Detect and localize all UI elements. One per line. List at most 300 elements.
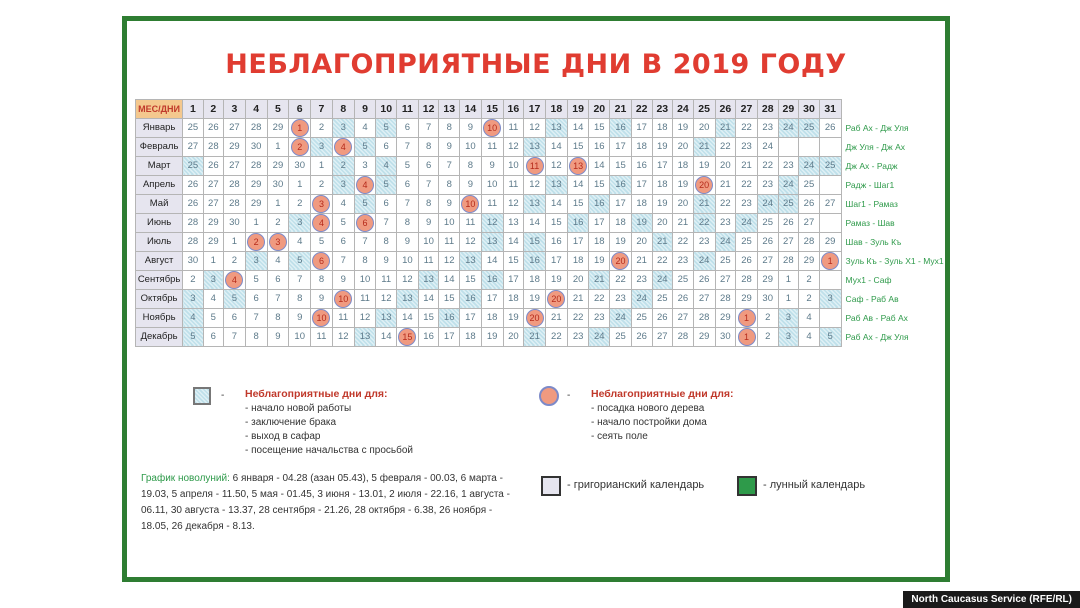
day-cell: 12 — [376, 289, 397, 308]
day-cell: 23 — [610, 289, 632, 308]
day-cell: 4 — [354, 118, 376, 137]
day-circle: 20 — [526, 309, 544, 327]
day-cell: 3 — [354, 156, 376, 175]
circled-day-cell — [289, 118, 311, 137]
day-cell: 25 — [610, 327, 632, 346]
day-cell: 6 — [224, 308, 246, 327]
day-cell: 11 — [503, 175, 524, 194]
day-cell: 29 — [245, 194, 267, 213]
day-cell — [819, 308, 841, 327]
day-header: 7 — [311, 100, 333, 119]
day-cell: 10 — [460, 137, 482, 156]
hatched-day-cell: 13 — [524, 137, 546, 156]
day-cell: 17 — [631, 175, 652, 194]
day-cell: 27 — [652, 327, 673, 346]
day-cell: 19 — [652, 137, 673, 156]
day-header: 12 — [418, 100, 439, 119]
day-circle: 1 — [738, 328, 756, 346]
month-name: Март — [136, 156, 183, 175]
day-cell: 27 — [715, 270, 736, 289]
hatched-day-cell: 21 — [589, 270, 610, 289]
day-header: 5 — [267, 100, 289, 119]
day-cell: 6 — [397, 118, 419, 137]
day-cell: 7 — [354, 232, 376, 251]
day-cell: 20 — [503, 327, 524, 346]
day-cell: 21 — [673, 213, 694, 232]
day-cell: 22 — [715, 194, 736, 213]
month-name: Август — [136, 251, 183, 270]
month-name: Декабрь — [136, 327, 183, 346]
new-moon-schedule — [141, 471, 511, 535]
calendar-poster — [122, 16, 950, 582]
hatched-day-cell: 13 — [545, 175, 567, 194]
circled-day-cell — [524, 308, 546, 327]
day-cell: 1 — [311, 156, 333, 175]
day-cell: 4 — [289, 232, 311, 251]
day-cell: 7 — [289, 270, 311, 289]
day-cell: 2 — [799, 289, 820, 308]
day-cell: 26 — [631, 327, 652, 346]
month-row — [136, 308, 945, 327]
day-cell: 11 — [439, 232, 460, 251]
day-cell: 14 — [418, 289, 439, 308]
day-cell: 29 — [267, 156, 289, 175]
hatched-day-cell: 24 — [799, 156, 820, 175]
day-cell: 7 — [397, 194, 419, 213]
day-cell: 7 — [418, 118, 439, 137]
day-header: 1 — [183, 100, 203, 119]
day-cell: 26 — [819, 118, 841, 137]
day-cell: 9 — [289, 308, 311, 327]
day-cell: 11 — [481, 194, 503, 213]
day-cell: 8 — [418, 137, 439, 156]
day-cell: 28 — [203, 137, 223, 156]
hatched-day-cell: 13 — [481, 232, 503, 251]
circled-day-cell — [289, 137, 311, 156]
day-cell: 22 — [567, 308, 589, 327]
circled-day-cell — [567, 156, 589, 175]
hatched-day-cell: 19 — [631, 213, 652, 232]
hatched-day-cell: 13 — [460, 251, 482, 270]
poster-title: НЕБЛАГОПРИЯТНЫЕ ДНИ В 2019 ГОДУ — [225, 49, 847, 80]
day-cell: 8 — [289, 289, 311, 308]
day-cell: 17 — [481, 289, 503, 308]
day-cell: 19 — [481, 327, 503, 346]
day-cell: 2 — [757, 308, 778, 327]
new-moon-text: 6 января - 04.28 (азан 05.43), 5 февраля - 00.03, 6 марта - 19.03, 5 апреля - 11.50, 5 мая - 01.45, 3 июня - 13.01, 2 июля - 22.16, 1 августа - 06.11, 30 августа - 13.37, 28 сентября - 21.26, 28 октября - 6.38, 26 ноября - 18.05, 26 декабря - 8.13. — [141, 473, 510, 532]
month-name: Май — [136, 194, 183, 213]
day-cell: 28 — [183, 232, 203, 251]
hatched-day-cell: 3 — [332, 118, 354, 137]
day-cell: 28 — [778, 251, 799, 270]
day-cell: 19 — [589, 251, 610, 270]
hatched-day-cell: 13 — [418, 270, 439, 289]
legend-hatched-list — [245, 403, 413, 456]
hatched-day-cell: 22 — [693, 213, 715, 232]
hatched-day-cell: 5 — [376, 118, 397, 137]
day-cell: 6 — [332, 232, 354, 251]
day-cell: 18 — [673, 156, 694, 175]
hatched-day-cell: 5 — [376, 175, 397, 194]
day-cell: 23 — [736, 137, 758, 156]
hatched-day-cell: 2 — [332, 156, 354, 175]
circled-day-cell — [267, 232, 289, 251]
day-header: 17 — [524, 100, 546, 119]
hatched-square-swatch — [193, 387, 211, 405]
day-circle: 20 — [547, 290, 565, 308]
day-cell — [778, 137, 799, 156]
day-cell: 26 — [183, 194, 203, 213]
lunar-month-label: Шаг1 - Рамаз — [845, 198, 898, 209]
circled-day-cell — [693, 175, 715, 194]
month-row — [136, 327, 945, 346]
legend-item: - начало новой работы — [245, 403, 352, 414]
day-cell: 28 — [736, 270, 758, 289]
day-cell: 25 — [736, 232, 758, 251]
legend-item: - заключение брака — [245, 417, 337, 428]
day-cell: 19 — [673, 118, 694, 137]
day-cell: 12 — [332, 327, 354, 346]
hatched-day-cell: 13 — [376, 308, 397, 327]
day-cell: 22 — [715, 137, 736, 156]
day-cell: 6 — [418, 156, 439, 175]
day-cell: 19 — [610, 232, 632, 251]
day-cell: 22 — [736, 118, 758, 137]
day-cell: 23 — [757, 118, 778, 137]
day-header: 4 — [245, 100, 267, 119]
month-row — [136, 156, 945, 175]
day-cell: 30 — [224, 213, 246, 232]
day-cell: 12 — [503, 137, 524, 156]
calendar-table — [135, 99, 945, 347]
hatched-day-cell: 25 — [799, 118, 820, 137]
hatched-day-cell: 24 — [693, 251, 715, 270]
hatched-day-cell: 24 — [757, 194, 778, 213]
day-cell: 23 — [631, 270, 652, 289]
day-cell: 17 — [610, 194, 632, 213]
day-cell — [819, 175, 841, 194]
day-cell: 4 — [799, 327, 820, 346]
day-header: 16 — [503, 100, 524, 119]
day-circle: 20 — [611, 252, 629, 270]
legend-gregorian: - григорианский календарь — [567, 479, 705, 491]
hatched-day-cell: 21 — [715, 118, 736, 137]
legend-circle-list — [591, 403, 734, 442]
month-row — [136, 270, 945, 289]
day-cell: 22 — [673, 232, 694, 251]
day-cell: 2 — [757, 327, 778, 346]
day-circle: 2 — [247, 233, 265, 251]
day-cell: 11 — [311, 327, 333, 346]
day-header: 20 — [589, 100, 610, 119]
month-row — [136, 213, 945, 232]
day-cell: 26 — [778, 213, 799, 232]
hatched-day-cell: 25 — [183, 156, 203, 175]
day-cell: 19 — [652, 194, 673, 213]
day-header: 28 — [757, 100, 778, 119]
day-cell: 18 — [503, 289, 524, 308]
legend-item: - начало постройки дома — [591, 417, 707, 428]
day-cell: 6 — [203, 327, 223, 346]
label-spacer — [841, 100, 944, 119]
hatched-day-cell: 16 — [439, 308, 460, 327]
day-header: 23 — [652, 100, 673, 119]
circled-day-cell — [397, 327, 419, 346]
calendar-body — [136, 118, 945, 346]
day-cell: 19 — [545, 270, 567, 289]
day-cell: 17 — [545, 251, 567, 270]
day-cell: 9 — [397, 232, 419, 251]
day-cell: 22 — [589, 289, 610, 308]
day-cell: 19 — [524, 289, 546, 308]
hatched-day-cell: 24 — [610, 308, 632, 327]
circled-day-cell — [224, 270, 246, 289]
day-cell: 2 — [289, 194, 311, 213]
legend-item: - посещение начальства с просьбой — [245, 445, 413, 456]
day-cell: 5 — [245, 270, 267, 289]
day-cell: 29 — [203, 232, 223, 251]
lunar-month-label: Дж Ах - Радж — [845, 160, 898, 171]
day-cell: 10 — [418, 232, 439, 251]
day-header: 14 — [460, 100, 482, 119]
day-cell: 28 — [183, 213, 203, 232]
day-cell: 18 — [652, 118, 673, 137]
month-name: Сентябрь — [136, 270, 183, 289]
day-cell: 15 — [567, 194, 589, 213]
day-cell: 20 — [631, 232, 652, 251]
day-cell: 14 — [397, 308, 419, 327]
day-cell: 18 — [460, 327, 482, 346]
lunar-month-label: Раб Ах - Дж Уля — [845, 331, 909, 342]
day-cell: 17 — [610, 137, 632, 156]
lunar-month-label: Мух1 - Саф — [845, 274, 892, 285]
day-cell: 14 — [567, 118, 589, 137]
day-circle: 1 — [738, 309, 756, 327]
month-name: Ноябрь — [136, 308, 183, 327]
day-cell: 30 — [289, 156, 311, 175]
hatched-day-cell: 13 — [354, 327, 376, 346]
circled-day-cell — [311, 194, 333, 213]
lunar-month-label: Шав - Зуль Къ — [845, 236, 902, 247]
corner-header: МЕС/ДНИ — [136, 100, 183, 119]
hatched-day-cell: 16 — [610, 118, 632, 137]
day-cell: 21 — [567, 289, 589, 308]
day-cell: 23 — [778, 156, 799, 175]
day-header: 25 — [693, 100, 715, 119]
day-cell: 17 — [503, 270, 524, 289]
day-cell: 18 — [652, 175, 673, 194]
month-name: Октябрь — [136, 289, 183, 308]
day-cell: 7 — [418, 175, 439, 194]
day-cell: 8 — [354, 251, 376, 270]
day-cell: 29 — [736, 289, 758, 308]
day-cell: 27 — [693, 289, 715, 308]
day-cell: 22 — [545, 327, 567, 346]
day-cell: 23 — [736, 194, 758, 213]
day-cell: 12 — [439, 251, 460, 270]
day-circle: 11 — [526, 157, 544, 175]
day-cell: 7 — [397, 137, 419, 156]
day-cell: 9 — [481, 156, 503, 175]
month-row — [136, 232, 945, 251]
circled-day-cell — [545, 289, 567, 308]
day-cell: 5 — [397, 156, 419, 175]
hatched-day-cell: 3 — [245, 251, 267, 270]
legend-hatched-title: Неблагоприятные дни для: — [245, 388, 388, 400]
day-cell: 20 — [673, 137, 694, 156]
day-cell: 17 — [460, 308, 482, 327]
circled-day-cell — [736, 308, 758, 327]
day-cell: 15 — [545, 213, 567, 232]
hatched-day-cell: 16 — [567, 213, 589, 232]
day-cell: 22 — [736, 175, 758, 194]
day-cell: 17 — [631, 118, 652, 137]
day-header: 29 — [778, 100, 799, 119]
legend-lunar: - лунный календарь — [763, 479, 866, 491]
day-cell: 23 — [757, 175, 778, 194]
day-cell: 10 — [481, 175, 503, 194]
day-cell: 17 — [439, 327, 460, 346]
day-circle: 10 — [483, 119, 501, 137]
circled-day-cell — [819, 251, 841, 270]
hatched-day-cell: 5 — [819, 327, 841, 346]
day-cell: 29 — [693, 327, 715, 346]
month-name: Январь — [136, 118, 183, 137]
day-cell: 25 — [183, 118, 203, 137]
day-circle: 10 — [461, 195, 479, 213]
month-name: Февраль — [136, 137, 183, 156]
circled-day-cell — [460, 194, 482, 213]
day-cell: 30 — [267, 175, 289, 194]
day-cell: 15 — [460, 270, 482, 289]
day-cell: 10 — [397, 251, 419, 270]
day-cell: 21 — [545, 308, 567, 327]
day-circle: 4 — [225, 271, 243, 289]
month-name: Июнь — [136, 213, 183, 232]
day-cell: 27 — [673, 308, 694, 327]
day-cell: 26 — [757, 232, 778, 251]
hatched-day-cell: 24 — [631, 289, 652, 308]
day-cell: 2 — [224, 251, 246, 270]
day-cell: 16 — [418, 327, 439, 346]
day-cell: 28 — [693, 308, 715, 327]
day-cell: 7 — [245, 308, 267, 327]
day-cell: 27 — [799, 213, 820, 232]
hatched-day-cell: 5 — [289, 251, 311, 270]
hatched-day-cell: 25 — [778, 194, 799, 213]
hatched-day-cell: 13 — [545, 118, 567, 137]
day-cell: 1 — [203, 251, 223, 270]
day-cell: 26 — [673, 289, 694, 308]
legend-dash-circle: - — [567, 390, 571, 401]
hatched-day-cell: 24 — [778, 175, 799, 194]
legend-item: - посадка нового дерева — [591, 403, 705, 414]
day-cell: 20 — [715, 156, 736, 175]
circled-day-cell — [311, 308, 333, 327]
day-cell: 9 — [439, 137, 460, 156]
lunar-swatch — [737, 476, 757, 496]
day-cell — [819, 270, 841, 289]
day-cell: 7 — [376, 213, 397, 232]
day-cell: 21 — [715, 175, 736, 194]
hatched-day-cell: 5 — [354, 137, 376, 156]
day-cell: 8 — [267, 308, 289, 327]
hatched-day-cell: 3 — [819, 289, 841, 308]
day-cell: 10 — [289, 327, 311, 346]
day-cell: 7 — [224, 327, 246, 346]
hatched-day-cell: 13 — [397, 289, 419, 308]
hatched-day-cell: 21 — [524, 327, 546, 346]
legend-hatched-days — [245, 388, 413, 456]
day-header: 24 — [673, 100, 694, 119]
day-header: 8 — [332, 100, 354, 119]
day-header: 2 — [203, 100, 223, 119]
day-cell: 6 — [397, 175, 419, 194]
day-cell: 25 — [757, 213, 778, 232]
day-header: 18 — [545, 100, 567, 119]
day-cell: 27 — [819, 194, 841, 213]
hatched-day-cell: 16 — [589, 194, 610, 213]
day-header: 10 — [376, 100, 397, 119]
day-cell: 19 — [503, 308, 524, 327]
day-cell: 7 — [267, 289, 289, 308]
day-cell: 25 — [652, 289, 673, 308]
day-cell: 1 — [289, 175, 311, 194]
day-cell: 9 — [332, 270, 354, 289]
day-header: 31 — [819, 100, 841, 119]
day-cell: 28 — [224, 194, 246, 213]
day-cell: 11 — [354, 289, 376, 308]
day-cell: 23 — [715, 213, 736, 232]
lunar-month-label: Раб Ах - Дж Уля — [845, 122, 909, 133]
circled-day-cell — [354, 175, 376, 194]
day-cell: 28 — [245, 156, 267, 175]
day-circle: 1 — [821, 252, 839, 270]
circled-day-cell — [332, 289, 354, 308]
day-circle: 10 — [312, 309, 330, 327]
day-cell: 14 — [439, 270, 460, 289]
hatched-day-cell: 25 — [819, 156, 841, 175]
day-cell: 28 — [224, 175, 246, 194]
day-cell: 2 — [267, 213, 289, 232]
day-cell: 30 — [715, 327, 736, 346]
day-cell: 20 — [567, 270, 589, 289]
hatched-day-cell: 3 — [311, 137, 333, 156]
day-cell: 25 — [673, 270, 694, 289]
day-cell: 11 — [481, 137, 503, 156]
day-circle: 15 — [398, 328, 416, 346]
day-cell: 15 — [610, 156, 632, 175]
day-cell: 22 — [610, 270, 632, 289]
month-row — [136, 289, 945, 308]
lunar-month-label: Радж - Шаг1 — [845, 179, 895, 190]
circled-day-cell — [354, 213, 376, 232]
hatched-day-cell: 24 — [715, 232, 736, 251]
day-cell: 6 — [376, 137, 397, 156]
day-cell: 14 — [524, 213, 546, 232]
hatched-day-cell: 3 — [332, 175, 354, 194]
day-cell: 23 — [693, 232, 715, 251]
day-header: 30 — [799, 100, 820, 119]
day-cell — [819, 213, 841, 232]
hatched-day-cell: 4 — [183, 308, 203, 327]
circled-day-cell — [736, 327, 758, 346]
circled-day-cell — [332, 137, 354, 156]
day-cell: 4 — [799, 308, 820, 327]
day-cell: 18 — [610, 213, 632, 232]
day-cell: 28 — [799, 232, 820, 251]
day-cell: 1 — [245, 213, 267, 232]
